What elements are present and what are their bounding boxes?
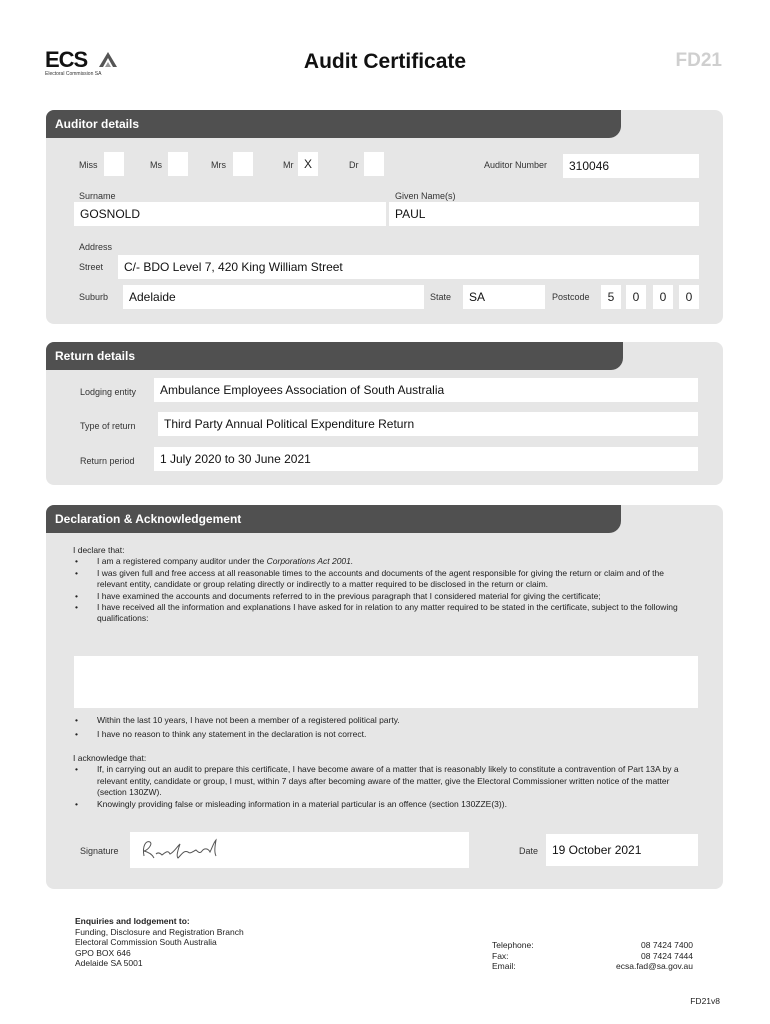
lodging-entity-label: Lodging entity <box>80 387 137 397</box>
address-line: Adelaide SA 5001 <box>75 958 143 969</box>
address-label: Address <box>79 242 113 252</box>
street-field[interactable]: C/- BDO Level 7, 420 King William Street <box>118 255 699 279</box>
postcode-digit-3[interactable]: 0 <box>653 285 673 309</box>
surname-label: Surname <box>79 191 116 201</box>
date-field[interactable]: 19 October 2021 <box>546 834 698 866</box>
title-mr-box[interactable]: X <box>298 152 318 176</box>
declaration-text <box>73 545 693 625</box>
fax-label: Fax: <box>492 950 509 961</box>
street-label: Street <box>79 262 104 272</box>
type-of-return-label: Type of return <box>80 421 136 431</box>
auditor-number-label: Auditor Number <box>484 160 548 170</box>
acknowledgement-text <box>73 753 693 810</box>
address-line: GPO BOX 646 <box>75 947 131 958</box>
acknowledgement-intro: I acknowledge that: <box>73 753 147 763</box>
suburb-label: Suburb <box>79 292 109 302</box>
form-code: FD21 <box>675 50 722 71</box>
address-line: Funding, Disclosure and Registration Branch <box>75 926 244 937</box>
telephone-value: 08 7424 7400 <box>641 940 693 950</box>
date-label: Date <box>519 846 539 856</box>
email-value[interactable]: ecsa.fad@sa.gov.au <box>616 961 693 972</box>
declaration-item: • I was given full and free access at all reasonable times to the accounts and documents of the agent responsible for giving the return or claim and of the relevant entity, candidate or group relating directly or indirectly to a matter required to be disclosed in the return or claim. <box>73 568 693 591</box>
acknowledgement-item: • If, in carrying out an audit to prepare this certificate, I have become aware of a matter that is reasonably likely to constitute a contravention of Part 13A by a relevant entity, candidate or group, I must, within 7 days after becoming aware of the matter, give the Electoral Commissioner written notice of the matter (section 130ZW). <box>73 764 693 798</box>
form-version: FD21v8 <box>690 996 720 1006</box>
given-name-label: Given Name(s) <box>395 191 456 201</box>
declaration-item: • Within the last 10 years, I have not been a member of a registered political party. <box>73 715 693 726</box>
given-name-field[interactable]: PAUL <box>389 202 699 226</box>
postcode-digit-4[interactable]: 0 <box>679 285 699 309</box>
title-dr-box[interactable] <box>364 152 384 176</box>
title-ms-label: Ms <box>150 160 162 170</box>
page-title: Audit Certificate <box>303 50 467 73</box>
title-mr-label: Mr <box>283 160 294 170</box>
surname-field[interactable]: GOSNOLD <box>74 202 386 226</box>
postcode-digit-2[interactable]: 0 <box>626 285 646 309</box>
enquiries-block <box>75 916 244 969</box>
contact-labels <box>492 940 534 972</box>
auditor-number-field[interactable]: 310046 <box>563 154 699 178</box>
auditor-details-heading: Auditor details <box>46 110 609 138</box>
header <box>0 0 770 100</box>
postcode-label: Postcode <box>552 292 590 302</box>
fax-value: 08 7424 7444 <box>641 950 693 961</box>
declaration-intro: I declare that: <box>73 545 125 555</box>
declaration-confirmations <box>73 715 693 741</box>
suburb-field[interactable]: Adelaide <box>123 285 424 309</box>
type-of-return-field[interactable]: Third Party Annual Political Expenditure Return <box>158 412 698 436</box>
signature-image <box>138 836 228 864</box>
contact-values <box>616 940 693 972</box>
telephone-label: Telephone: <box>492 940 534 950</box>
title-ms-box[interactable] <box>168 152 188 176</box>
title-mrs-box[interactable] <box>233 152 253 176</box>
title-miss-box[interactable] <box>104 152 124 176</box>
state-label: State <box>430 292 452 302</box>
declaration-item: • I have received all the information and explanations I have asked for in relation to any matter required to be stated in the certificate, subject to the following qualifications: <box>73 602 693 625</box>
title-dr-label: Dr <box>349 160 359 170</box>
lodging-entity-field[interactable]: Ambulance Employees Association of South Australia <box>154 378 698 402</box>
title-mrs-label: Mrs <box>211 160 226 170</box>
signature-label: Signature <box>80 846 119 856</box>
qualifications-field[interactable] <box>74 656 698 708</box>
return-period-field[interactable]: 1 July 2020 to 30 June 2021 <box>154 447 698 471</box>
return-details-heading: Return details <box>46 342 611 370</box>
logo-subtitle: Electoral Commission SA <box>45 71 102 77</box>
enquiries-title: Enquiries and lodgement to: <box>75 916 190 926</box>
postcode-digit-1[interactable]: 5 <box>601 285 621 309</box>
state-field[interactable]: SA <box>463 285 545 309</box>
address-line: Electoral Commission South Australia <box>75 937 217 948</box>
declaration-heading: Declaration & Acknowledgement <box>46 505 609 533</box>
declaration-item: • I am a registered company auditor under the Corporations Act 2001. <box>73 556 693 567</box>
acknowledgement-item: • Knowingly providing false or misleading information in a material particular is an offence (section 130ZZE(3)). <box>73 799 693 810</box>
declaration-item: • I have examined the accounts and documents referred to in the previous paragraph that I considered material for giving the certificate; <box>73 591 693 602</box>
email-label: Email: <box>492 961 516 972</box>
svg-text:ECS: ECS <box>45 48 88 70</box>
return-period-label: Return period <box>80 456 135 466</box>
declaration-item: • I have no reason to think any statement in the declaration is not correct. <box>73 729 693 740</box>
title-miss-label: Miss <box>79 160 98 170</box>
